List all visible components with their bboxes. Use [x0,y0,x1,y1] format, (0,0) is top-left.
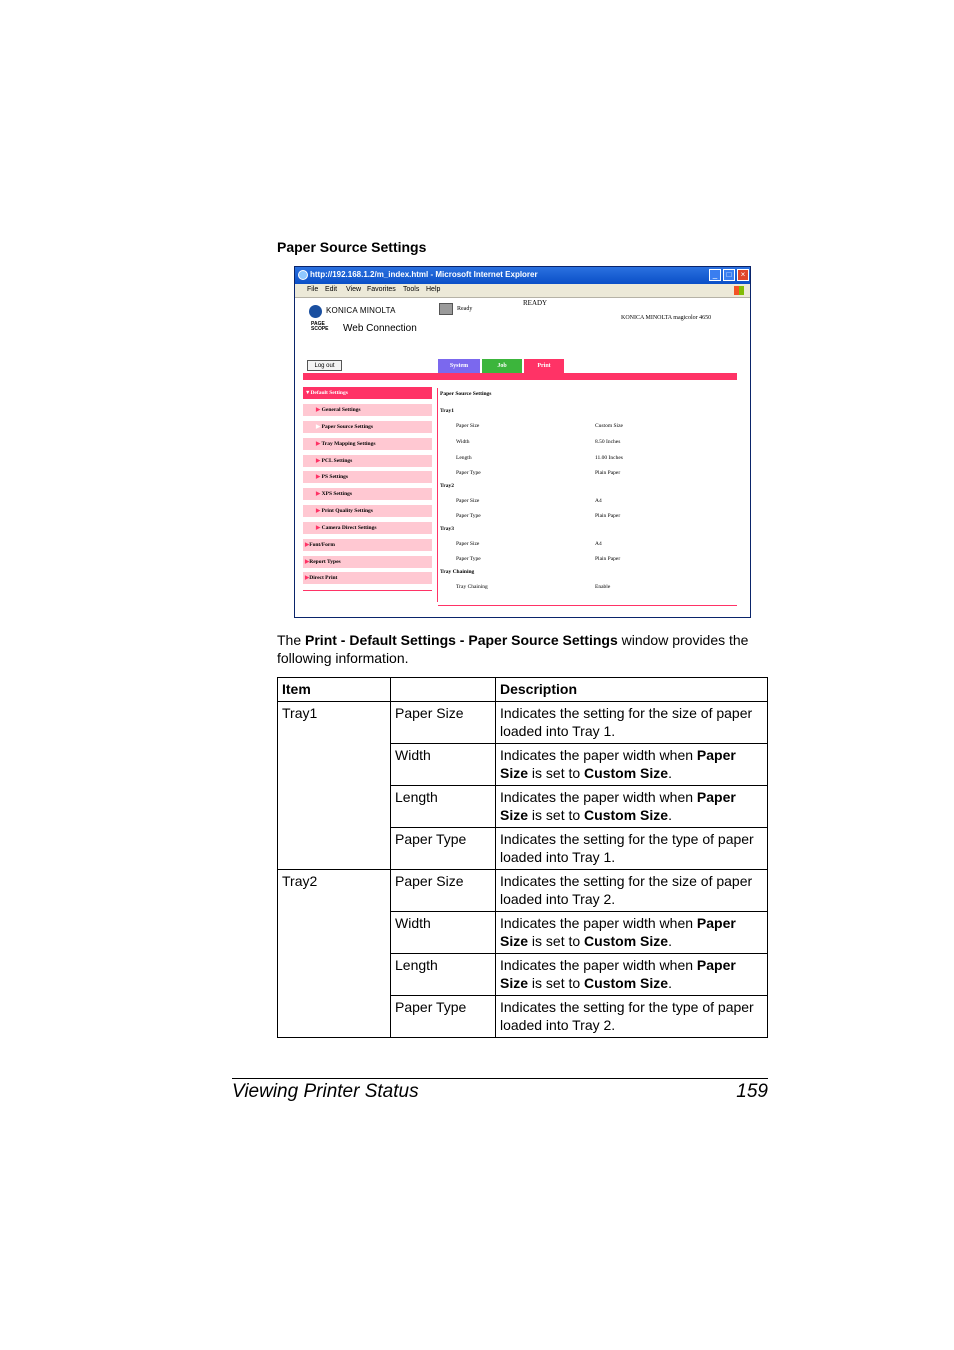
pagescope-line1: PAGE [311,321,325,327]
chaining-value: Enable [595,584,611,590]
cell-description [496,870,768,912]
cell-description [496,912,768,954]
tray1-label: Length [456,455,472,461]
intro-bold: Print - Default Settings - Paper Source Settings [305,632,618,648]
description-text: Indicates the paper width when [500,915,697,931]
status-ready: READY [523,299,548,307]
table-row [278,702,768,744]
table-header-row [278,678,768,702]
description-text: . [668,765,672,781]
chevron-right-icon: ▶ [305,575,310,581]
description-text: Indicates the paper width when [500,957,697,973]
chevron-right-icon: ▶ [316,458,321,464]
description-bold: Paper Size [500,747,736,781]
nav-general-settings[interactable] [303,404,432,416]
description-bold: Custom Size [584,933,669,949]
section-heading: Paper Source Settings [277,239,427,255]
description-bold: Paper Size [500,789,736,823]
page-number: 159 [736,1081,768,1102]
cell-description [496,996,768,1038]
pagescope-logo [311,322,329,332]
chevron-down-icon: ▼ [305,390,311,396]
status-ready-small: Ready [457,306,473,312]
header-sub [391,678,496,702]
description-text: Indicates the paper width when [500,747,697,763]
maximize-icon[interactable]: □ [723,269,735,281]
nav-camera-direct-settings[interactable] [303,522,432,534]
tray1-value: Custom Size [595,423,623,429]
intro-paragraph [277,631,769,667]
tab-system[interactable]: System [438,359,480,373]
windows-flag-icon [734,286,744,295]
content-bottom-rule [438,605,737,606]
nav-label: General Settings [321,407,361,413]
cell-sub: Paper Type [391,828,496,870]
tray3-value: Plain Paper [595,556,621,562]
nav-xps-settings[interactable] [303,488,432,500]
tab-print[interactable]: Print [524,359,564,373]
nav-label: Font/Form [309,542,335,548]
tray1-value: Plain Paper [595,470,621,476]
tray1-label: Paper Size [456,423,480,429]
cell-description [496,828,768,870]
nav-report-types[interactable] [303,556,432,568]
description-text: Indicates the paper width when [500,789,697,805]
menu-file[interactable]: File [307,286,319,293]
description-bold: Paper Size [500,957,736,991]
printer-icon [439,303,453,315]
tray1-label: Width [456,439,470,445]
cell-sub: Paper Size [391,870,496,912]
nav-tray-mapping-settings[interactable] [303,438,432,450]
nav-label: Camera Direct Settings [321,525,377,531]
nav-ps-settings[interactable] [303,471,432,483]
description-text: is set to [528,933,585,949]
nav-label: Direct Print [309,575,338,581]
description-text: . [668,807,672,823]
minimize-icon[interactable]: _ [709,269,721,281]
browser-screenshot [294,266,751,618]
description-text: . [668,933,672,949]
pagescope-line2: SCOPE [311,326,329,332]
description-text: Indicates the setting for the size of paper loaded into Tray 2. [500,873,753,907]
header-item: Item [278,678,391,702]
description-bold: Custom Size [584,765,669,781]
footer-rule [232,1078,768,1079]
chaining-label: Tray Chaining [456,584,488,590]
web-page [299,298,741,616]
cell-sub: Width [391,912,496,954]
nav-label: Paper Source Settings [321,424,374,430]
tray2-label: Paper Type [456,513,481,519]
menu-tools[interactable]: Tools [403,286,420,293]
ie-icon [298,270,308,280]
table-body [278,702,768,1038]
chevron-right-icon: ▶ [316,407,321,413]
cell-item: Tray2 [278,870,391,1038]
chevron-right-icon: ▶ [316,424,321,430]
cell-sub: Length [391,954,496,996]
nav-label: Print Quality Settings [321,508,373,514]
panel-tray2: Tray2 [440,483,454,489]
cell-sub: Paper Type [391,996,496,1038]
cell-description [496,702,768,744]
nav-label: XPS Settings [321,491,353,497]
description-table [277,677,768,1038]
nav-font-form[interactable] [303,539,432,551]
nav-label: PCL Settings [321,458,353,464]
menu-favorites[interactable]: Favorites [367,286,396,293]
browser-titlebar [295,267,750,284]
intro-text: The [277,632,306,648]
description-text: . [668,975,672,991]
nav-label: Tray Mapping Settings [321,441,376,447]
chevron-right-icon: ▶ [316,525,321,531]
tray3-label: Paper Type [456,556,481,562]
printer-model: KONICA MINOLTA magicolor 4650 [621,315,712,321]
logout-button[interactable]: Log out [307,360,342,371]
konica-minolta-logo-icon [309,305,322,318]
description-text: Indicates the setting for the size of paper loaded into Tray 1. [500,705,753,739]
cell-sub: Length [391,786,496,828]
description-bold: Custom Size [584,975,669,991]
browser-menubar [295,284,750,298]
description-text: is set to [528,975,585,991]
menu-edit[interactable]: Edit [325,286,338,293]
tray1-value: 8.50 Inches [595,439,621,445]
description-text: is set to [528,807,585,823]
cell-description [496,744,768,786]
cell-sub: Paper Size [391,702,496,744]
description-bold: Paper Size [500,915,736,949]
nav-pcl-settings[interactable] [303,455,432,467]
cell-description [496,954,768,996]
header-bar [303,373,737,380]
chevron-right-icon: ▶ [305,542,310,548]
menu-help[interactable]: Help [426,286,441,293]
tray2-value: Plain Paper [595,513,621,519]
tab-job[interactable]: Job [482,359,522,373]
chevron-right-icon: ▶ [316,441,321,447]
tray2-value: A4 [595,498,602,504]
intro-text: window provides the following information. [277,632,749,666]
chevron-right-icon: ▶ [316,474,321,480]
chevron-right-icon: ▶ [316,508,321,514]
table-row [278,870,768,912]
close-icon[interactable]: × [737,269,749,281]
cell-item: Tray1 [278,702,391,870]
description-text: Indicates the setting for the type of paper loaded into Tray 1. [500,831,754,865]
tray1-label: Paper Type [456,470,481,476]
nav-divider [437,388,438,602]
nav-label: Report Types [309,559,341,565]
header-description: Description [496,678,768,702]
footer-title: Viewing Printer Status [232,1081,419,1102]
description-bold: Custom Size [584,807,669,823]
panel-title: Paper Source Settings [440,391,492,397]
description-text: Indicates the setting for the type of paper loaded into Tray 2. [500,999,754,1033]
panel-tray1: Tray1 [440,408,454,414]
nav-divider-bottom [303,590,432,591]
tray1-value: 11.00 Inches [595,455,623,461]
chevron-right-icon: ▶ [305,559,310,565]
tray2-label: Paper Size [456,498,480,504]
window-title: http://192.168.1.2/m_index.html - Microsoft Internet Explorer [310,270,538,279]
cell-sub: Width [391,744,496,786]
chevron-right-icon: ▶ [316,491,321,497]
tray3-label: Paper Size [456,541,480,547]
nav-direct-print[interactable] [303,572,432,584]
nav-print-quality-settings[interactable] [303,505,432,517]
brand-name: KONICA MINOLTA [326,306,396,315]
menu-view[interactable]: View [346,286,362,293]
description-text: is set to [528,765,585,781]
nav-default-settings[interactable] [303,387,432,399]
web-connection-title: Web Connection [343,323,417,334]
nav-paper-source-settings[interactable] [303,421,432,433]
nav-label: PS Settings [321,474,349,480]
tray3-value: A4 [595,541,602,547]
panel-tray3: Tray3 [440,526,454,532]
nav-label: Default Settings [310,390,348,396]
cell-description [496,786,768,828]
panel-tray-chaining: Tray Chaining [440,569,475,575]
